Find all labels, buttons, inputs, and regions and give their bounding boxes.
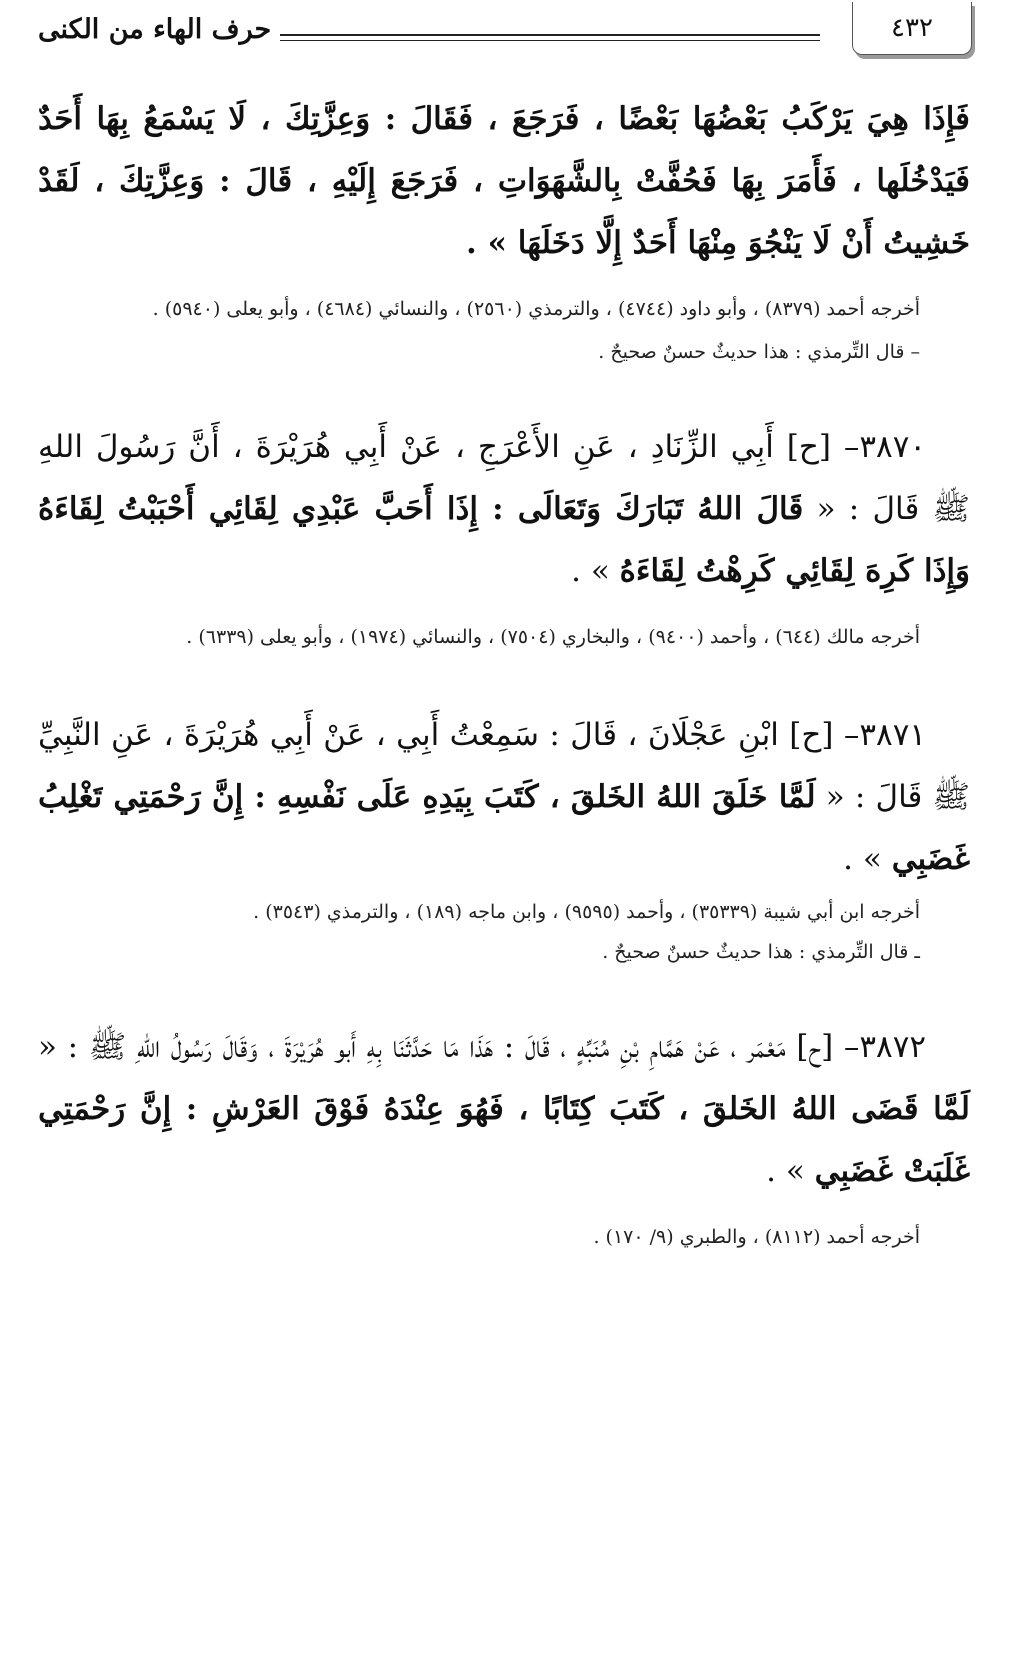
hadith-text — [38, 1016, 970, 1202]
hadith-matn: لَمَّا قَضَى اللهُ الخَلقَ ، كَتَبَ كِتَابًا ، فَهُوَ عِنْدَهُ فَوْقَ العَرْشِ : إِنَّ رَحْمَتِي غَلَبَتْ غَضَبِي — [38, 1091, 970, 1189]
hadith-3872 — [38, 1016, 970, 1260]
hadith-close: » . — [843, 841, 892, 877]
hadith-isnad: ٣٨٧٢– [ح] مَعْمَر ، عَنْ هَمَّامِ بْنِ مُنَبِّهٍ ، قَالَ : هَذَا مَا حَدَّثَنَا بِهِ أَبو هُرَيْرَةَ ، وَقَالَ رَسُولُ اللهِ ﷺ : « — [38, 1029, 926, 1065]
hadith-takhrij: أخرجه مالك (٦٤٤) ، وأحمد (٩٤٠٠) ، والبخاري (٧٥٠٤) ، والنسائي (١٩٧٤) ، وأبو يعلى (٦٣٣٩) . — [186, 626, 920, 648]
continuation-text: فَإِذَا هِيَ يَرْكَبُ بَعْضُهَا بَعْضًا ، فَرَجَعَ ، فَقَالَ : وَعِزَّتِكَ ، لَا يَسْمَعُ بِهَا أَحَدٌ فَيَدْخُلَها ، فَأَمَرَ بِهَا فَحُفَّتْ بِالشَّهَوَاتِ ، فَرَجَعَ إِلَيْهِ ، قَالَ : وَعِزَّتِكَ ، لَقَدْ خَشِيتُ أَنْ لَا يَنْجُوَ مِنْهَا أَحَدٌ إِلَّا دَخَلَهَا » . — [38, 101, 970, 261]
running-title: حرف الهاء من الكنى — [38, 14, 272, 45]
hadith-isnad: ٣٨٧١– [ح] ابْنِ عَجْلَانَ ، قَالَ : سَمِعْتُ أَبِي ، عَنْ أَبِي هُرَيْرَةَ ، عَنِ النَّبِيِّ ﷺ قَالَ : « — [38, 717, 970, 815]
continuation-block — [38, 88, 970, 372]
page-content — [38, 88, 970, 1260]
hadith-close: » . — [766, 1153, 815, 1189]
header-rule — [280, 34, 820, 36]
hadith-close: » . — [571, 553, 620, 589]
hadith-matn: قَالَ اللهُ تَبَارَكَ وَتَعَالَى : إِذَا أَحَبَّ عَبْدِي لِقَائِي أَحْبَبْتُ لِقَاءَهُ وَإِذَا كَرِهَ لِقَائِي كَرِهْتُ لِقَاءَهُ — [38, 491, 970, 589]
hadith-takhrij: أخرجه أحمد (٨١١٢) ، والطبري (٩/ ١٧٠) . — [593, 1226, 920, 1248]
hadith-text — [38, 416, 970, 602]
hadith-isnad: ٣٨٧٠– [ح] أَبِي الزِّنَادِ ، عَنِ الأَعْرَجِ ، عَنْ أَبِي هُرَيْرَةَ ، أَنَّ رَسُولَ اللهِ ﷺ قَالَ : « — [38, 429, 970, 527]
hadith-matn: لَمَّا خَلَقَ اللهُ الخَلقَ ، كَتَبَ بِيَدِهِ عَلَى نَفْسِهِ : إِنَّ رَحْمَتِي تَغْلِبُ غَضَبِي — [38, 779, 970, 877]
continuation-takhrij: أخرجه أحمد (٨٣٧٩) ، وأبو داود (٤٧٤٤) ، والترمذي (٢٥٦٠) ، والنسائي (٤٦٨٤) ، وأبو يعلى (٥٩٤٠) . — [152, 298, 920, 320]
hadith-note: ـ قال التِّرمذي : هذا حديثٌ حسنٌ صحيحٌ . — [602, 941, 920, 963]
hadith-takhrij: أخرجه ابن أبي شيبة (٣٥٣٣٩) ، وأحمد (٩٥٩٥) ، وابن ماجه (١٨٩) ، والترمذي (٣٥٤٣) . — [253, 901, 920, 923]
page-header — [0, 0, 1010, 80]
page-number: ٤٣٢ — [852, 2, 972, 55]
continuation-note: – قال التِّرمذي : هذا حديثٌ حسنٌ صحيحٌ . — [598, 341, 920, 363]
hadith-text — [38, 704, 970, 890]
hadith-3871 — [38, 704, 970, 972]
hadith-3870 — [38, 416, 970, 660]
